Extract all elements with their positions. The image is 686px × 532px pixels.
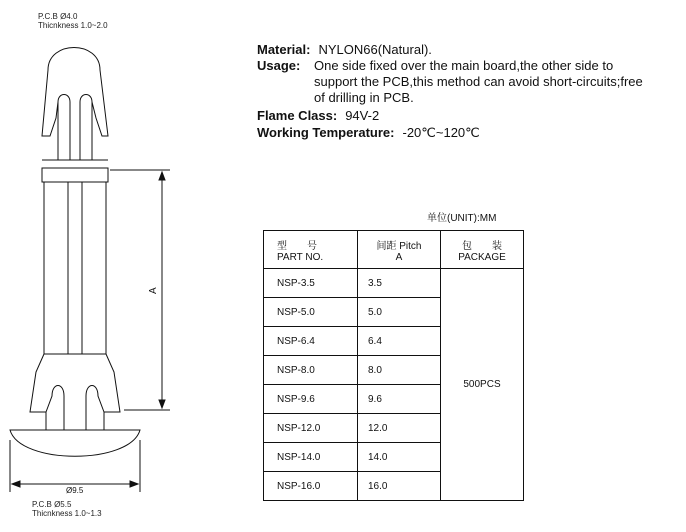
pitch-cell: 8.0 xyxy=(358,356,441,385)
temperature-label: Working Temperature: xyxy=(257,125,395,140)
header-package-cn: 包 装 xyxy=(462,240,502,252)
unit-note: 单位(UNIT):MM xyxy=(427,213,497,224)
table-header-row xyxy=(264,231,524,269)
pitch-cell: 9.6 xyxy=(358,385,441,414)
header-package-en: PACKAGE xyxy=(458,251,506,263)
flame-line xyxy=(257,108,379,124)
header-package xyxy=(441,231,524,269)
pitch-cell: 16.0 xyxy=(358,472,441,501)
part-number-cell: NSP-16.0 xyxy=(264,472,358,501)
header-pitch-cn: 间距 Pitch xyxy=(376,240,422,252)
header-part-no-cn: 型 号 xyxy=(277,240,317,252)
part-number-cell: NSP-9.6 xyxy=(264,385,358,414)
flame-value: 94V-2 xyxy=(345,108,380,123)
material-label: Material: xyxy=(257,42,311,57)
usage-line-2: support the PCB,this method can avoid short-circuits;free xyxy=(314,74,643,89)
flame-label: Flame Class: xyxy=(257,108,338,123)
top-pcb-thickness: Thicnkness 1.0~2.0 xyxy=(38,21,108,30)
support-drawing xyxy=(0,0,200,532)
dim-a-label: A xyxy=(148,287,159,294)
pitch-cell: 12.0 xyxy=(358,414,441,443)
part-number-cell: NSP-12.0 xyxy=(264,414,358,443)
part-number-cell: NSP-8.0 xyxy=(264,356,358,385)
top-collar xyxy=(42,168,108,182)
header-part-no xyxy=(264,231,358,269)
header-pitch xyxy=(358,231,441,269)
top-snap-head xyxy=(42,48,108,161)
shaft xyxy=(44,182,106,354)
bottom-legs xyxy=(30,354,120,430)
material-value: NYLON66(Natural). xyxy=(318,42,432,57)
usage-label-line xyxy=(257,58,300,74)
part-table xyxy=(263,230,524,501)
part-number-cell: NSP-6.4 xyxy=(264,327,358,356)
package-cell: 500PCS xyxy=(441,269,524,501)
material-line xyxy=(257,42,432,58)
part-number-cell: NSP-5.0 xyxy=(264,298,358,327)
usage-text xyxy=(314,58,643,106)
pitch-cell: 6.4 xyxy=(358,327,441,356)
temperature-value: -20℃~120℃ xyxy=(402,125,480,140)
usage-line-1: One side fixed over the main board,the other side to xyxy=(314,58,614,73)
pitch-cell: 3.5 xyxy=(358,269,441,298)
dim-diameter-label: Ø9.5 xyxy=(66,486,84,495)
usage-line-3: of drilling in PCB. xyxy=(314,90,414,105)
pitch-cell: 5.0 xyxy=(358,298,441,327)
bottom-pcb-label xyxy=(32,500,102,518)
header-part-no-en: PART NO. xyxy=(277,251,324,263)
temperature-line xyxy=(257,125,480,141)
top-pcb-diameter: P.C.B Ø4.0 xyxy=(38,12,78,21)
bottom-dome xyxy=(10,430,140,456)
bottom-pcb-diameter: P.C.B Ø5.5 xyxy=(32,500,72,509)
pitch-cell: 14.0 xyxy=(358,443,441,472)
usage-label: Usage: xyxy=(257,58,301,73)
table-row xyxy=(264,269,524,298)
part-number-cell: NSP-14.0 xyxy=(264,443,358,472)
header-pitch-en: A xyxy=(395,251,403,263)
part-number-cell: NSP-3.5 xyxy=(264,269,358,298)
bottom-pcb-thickness: Thicnkness 1.0~1.3 xyxy=(32,509,102,518)
